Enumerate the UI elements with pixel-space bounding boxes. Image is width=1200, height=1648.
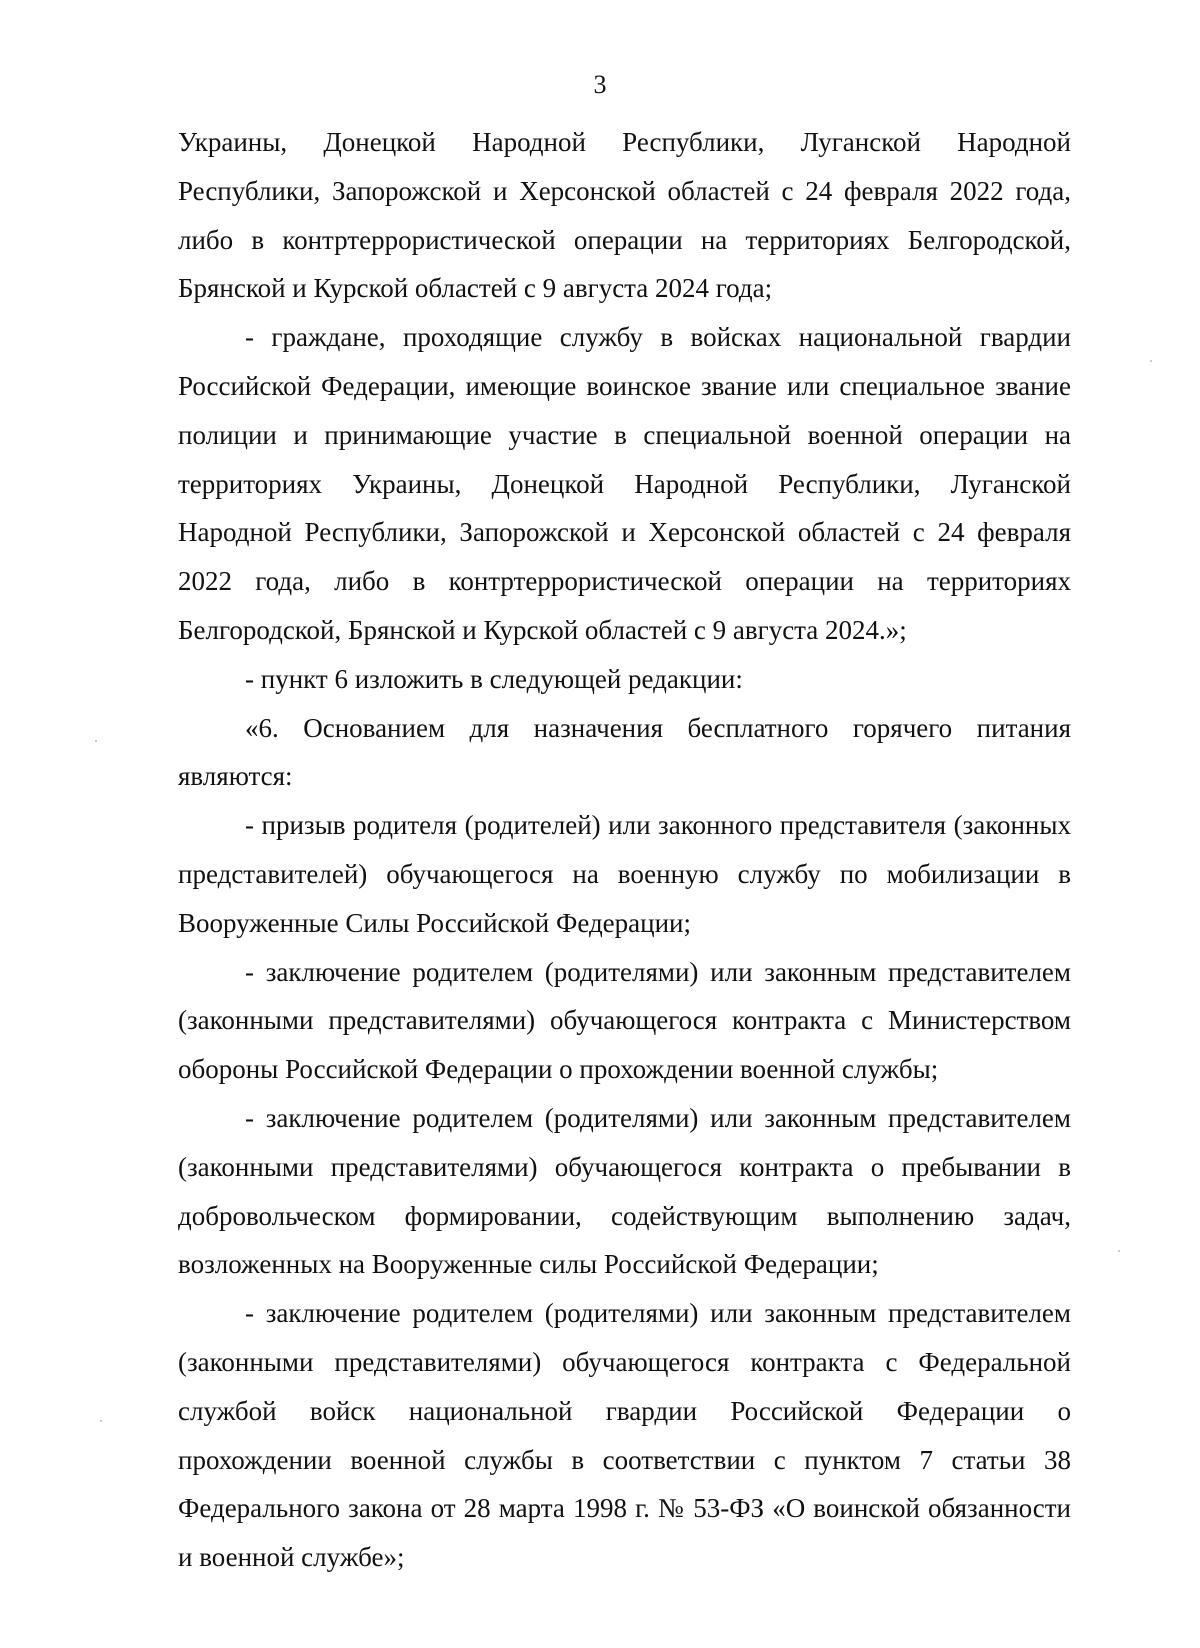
paragraph-5: - призыв родителя (родителей) или законного представителя (законных представителей) обучающегося на военную службу по мобилизации в Вооруженные Силы Российской Федерации; <box>178 810 1071 938</box>
paragraph-6: - заключение родителем (родителями) или законным представителем (законными представителями) обучающегося контракта с Министерством обороны Российской Федерации о прохождении военной службы; <box>178 956 1071 1085</box>
paragraph-7: - заключение родителем (родителями) или законным представителем (законными представителями) обучающегося контракта о пребывании в добровольческом формировании, содействующим выполнению задач, возложенных на Вооруженные силы Российской Федерации; <box>178 1102 1071 1280</box>
paragraph-8: - заключение родителем (родителями) или законным представителем (законными представителями) обучающегося контракта с Федеральной службой войск национальной гвардии Российской Федерации о прохождении военной службы в соответствии с пунктом 7 статьи 38 Федерального закона от 28 марта 1998 г. № 53-ФЗ «О воинской обязанности и военной службе»; <box>178 1298 1071 1573</box>
paragraph-2: - граждане, проходящие службу в войсках национальной гвардии Российской Федерации, имеющие воинское звание или специальное звание полиции и принимающие участие в специальной военной операции на территориях Украины, Донецкой Народной Республики, Луганской Народной Республики, Запорожской и Херсонской областей с 24 февраля 2022 года, либо в контртеррористической операции на территориях Белгородской, Брянской и Курской областей с 9 августа 2024.»; <box>178 322 1071 645</box>
scan-speck <box>100 1420 102 1422</box>
scan-speck <box>1118 1250 1120 1252</box>
scan-speck <box>95 740 97 742</box>
paragraph-1: Украины, Донецкой Народной Республики, Луганской Народной Республики, Запорожской и Херсонской областей с 24 февраля 2022 года, либо в контртеррористической операции на территориях Белгородской, Брянской и Курской областей с 9 августа 2024 года; <box>178 127 1071 304</box>
document-body <box>178 118 1071 1582</box>
scan-speck <box>1150 360 1152 362</box>
paragraph-4: «6. Основанием для назначения бесплатного горячего питания являются: <box>178 712 1071 792</box>
page-number: 3 <box>593 70 607 99</box>
paragraph-3: - пункт 6 изложить в следующей редакции: <box>245 663 743 694</box>
